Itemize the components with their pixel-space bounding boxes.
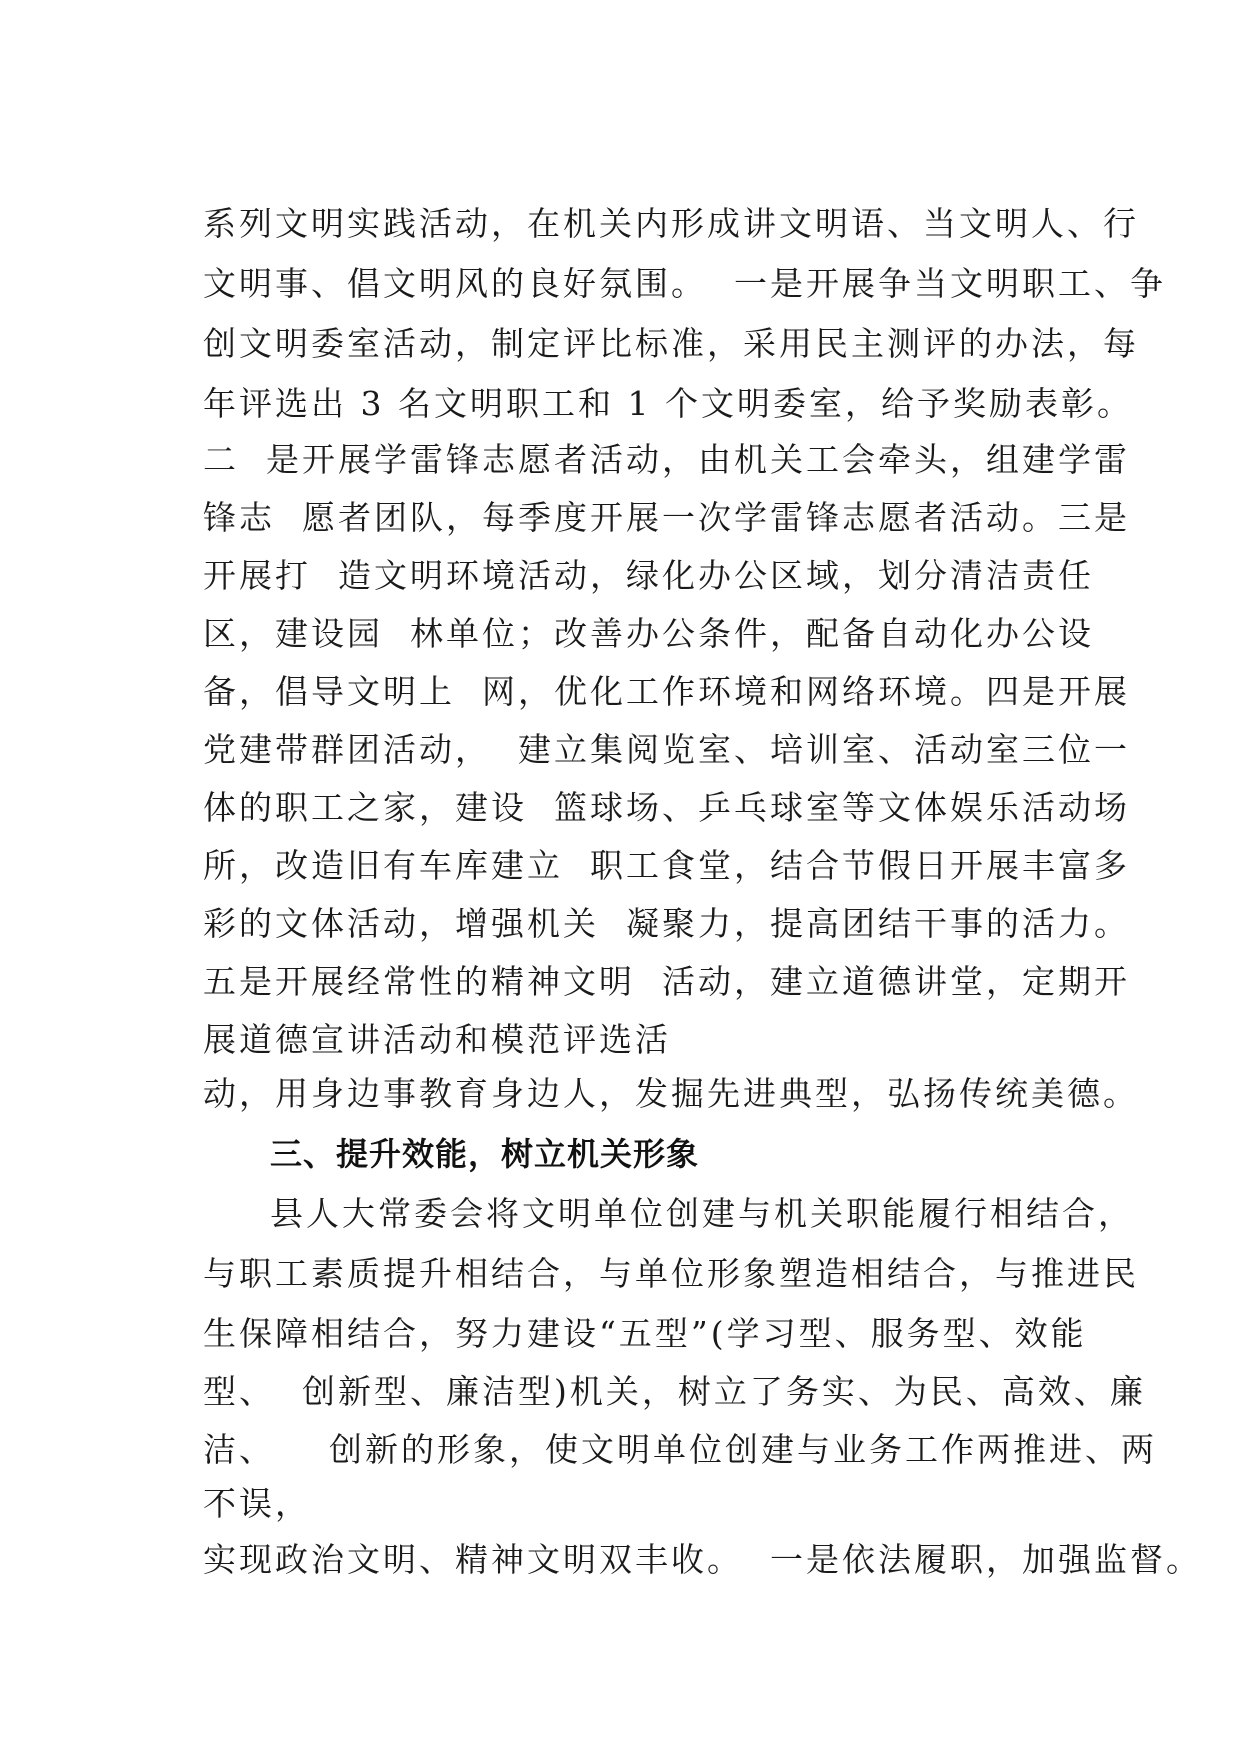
body-line: 展道德宣讲活动和模范评选活	[203, 1020, 671, 1059]
body-line: 党建带群团活动， 建立集阅览室、培训室、活动室三位一	[203, 730, 1130, 769]
body-line: 洁、 创新的形象，使文明单位创建与业务工作两推进、两	[203, 1430, 1157, 1469]
body-line: 动，用身边事教育身边人，发掘先进典型，弘扬传统美德。	[203, 1074, 1139, 1113]
body-line: 年评选出 3 名文明职工和 1 个文明委室，给予奖励表彰。	[203, 384, 1133, 423]
body-line: 生保障相结合，努力建设“五型”(学习型、服务型、效能	[203, 1314, 1087, 1353]
body-line: 备，倡导文明上 网，优化工作环境和网络环境。四是开展	[203, 672, 1130, 711]
body-line: 实现政治文明、精神文明双丰收。 一是依法履职，加强监督。	[203, 1540, 1202, 1579]
body-line: 二 是开展学雷锋志愿者活动，由机关工会牵头，组建学雷	[203, 440, 1130, 479]
body-line: 五是开展经常性的精神文明 活动，建立道德讲堂，定期开	[203, 962, 1130, 1001]
body-line: 创文明委室活动，制定评比标准，采用民主测评的办法，每	[203, 324, 1139, 363]
body-line: 不误，	[203, 1484, 311, 1523]
body-line: 县人大常委会将文明单位创建与机关职能履行相结合，	[270, 1194, 1134, 1233]
body-line: 与职工素质提升相结合，与单位形象塑造相结合，与推进民	[203, 1254, 1139, 1293]
body-line: 锋志 愿者团队，每季度开展一次学雷锋志愿者活动。三是	[203, 498, 1130, 537]
body-line: 开展打 造文明环境活动，绿化办公区域，划分清洁责任	[203, 556, 1094, 595]
body-line: 型、 创新型、廉洁型)机关，树立了务实、为民、高效、廉	[203, 1372, 1146, 1411]
body-line: 体的职工之家，建设 篮球场、乒乓球室等文体娱乐活动场	[203, 788, 1130, 827]
body-line: 区，建设园 林单位；改善办公条件，配备自动化办公设	[203, 614, 1094, 653]
body-line: 彩的文体活动，增强机关 凝聚力，提高团结干事的活力。	[203, 904, 1130, 943]
body-line: 系列文明实践活动，在机关内形成讲文明语、当文明人、行	[203, 204, 1139, 243]
section-heading: 三、提升效能，树立机关形象	[270, 1135, 700, 1173]
body-line: 文明事、倡文明风的良好氛围。 一是开展争当文明职工、争	[203, 264, 1166, 303]
body-line: 所，改造旧有车库建立 职工食堂，结合节假日开展丰富多	[203, 846, 1130, 885]
